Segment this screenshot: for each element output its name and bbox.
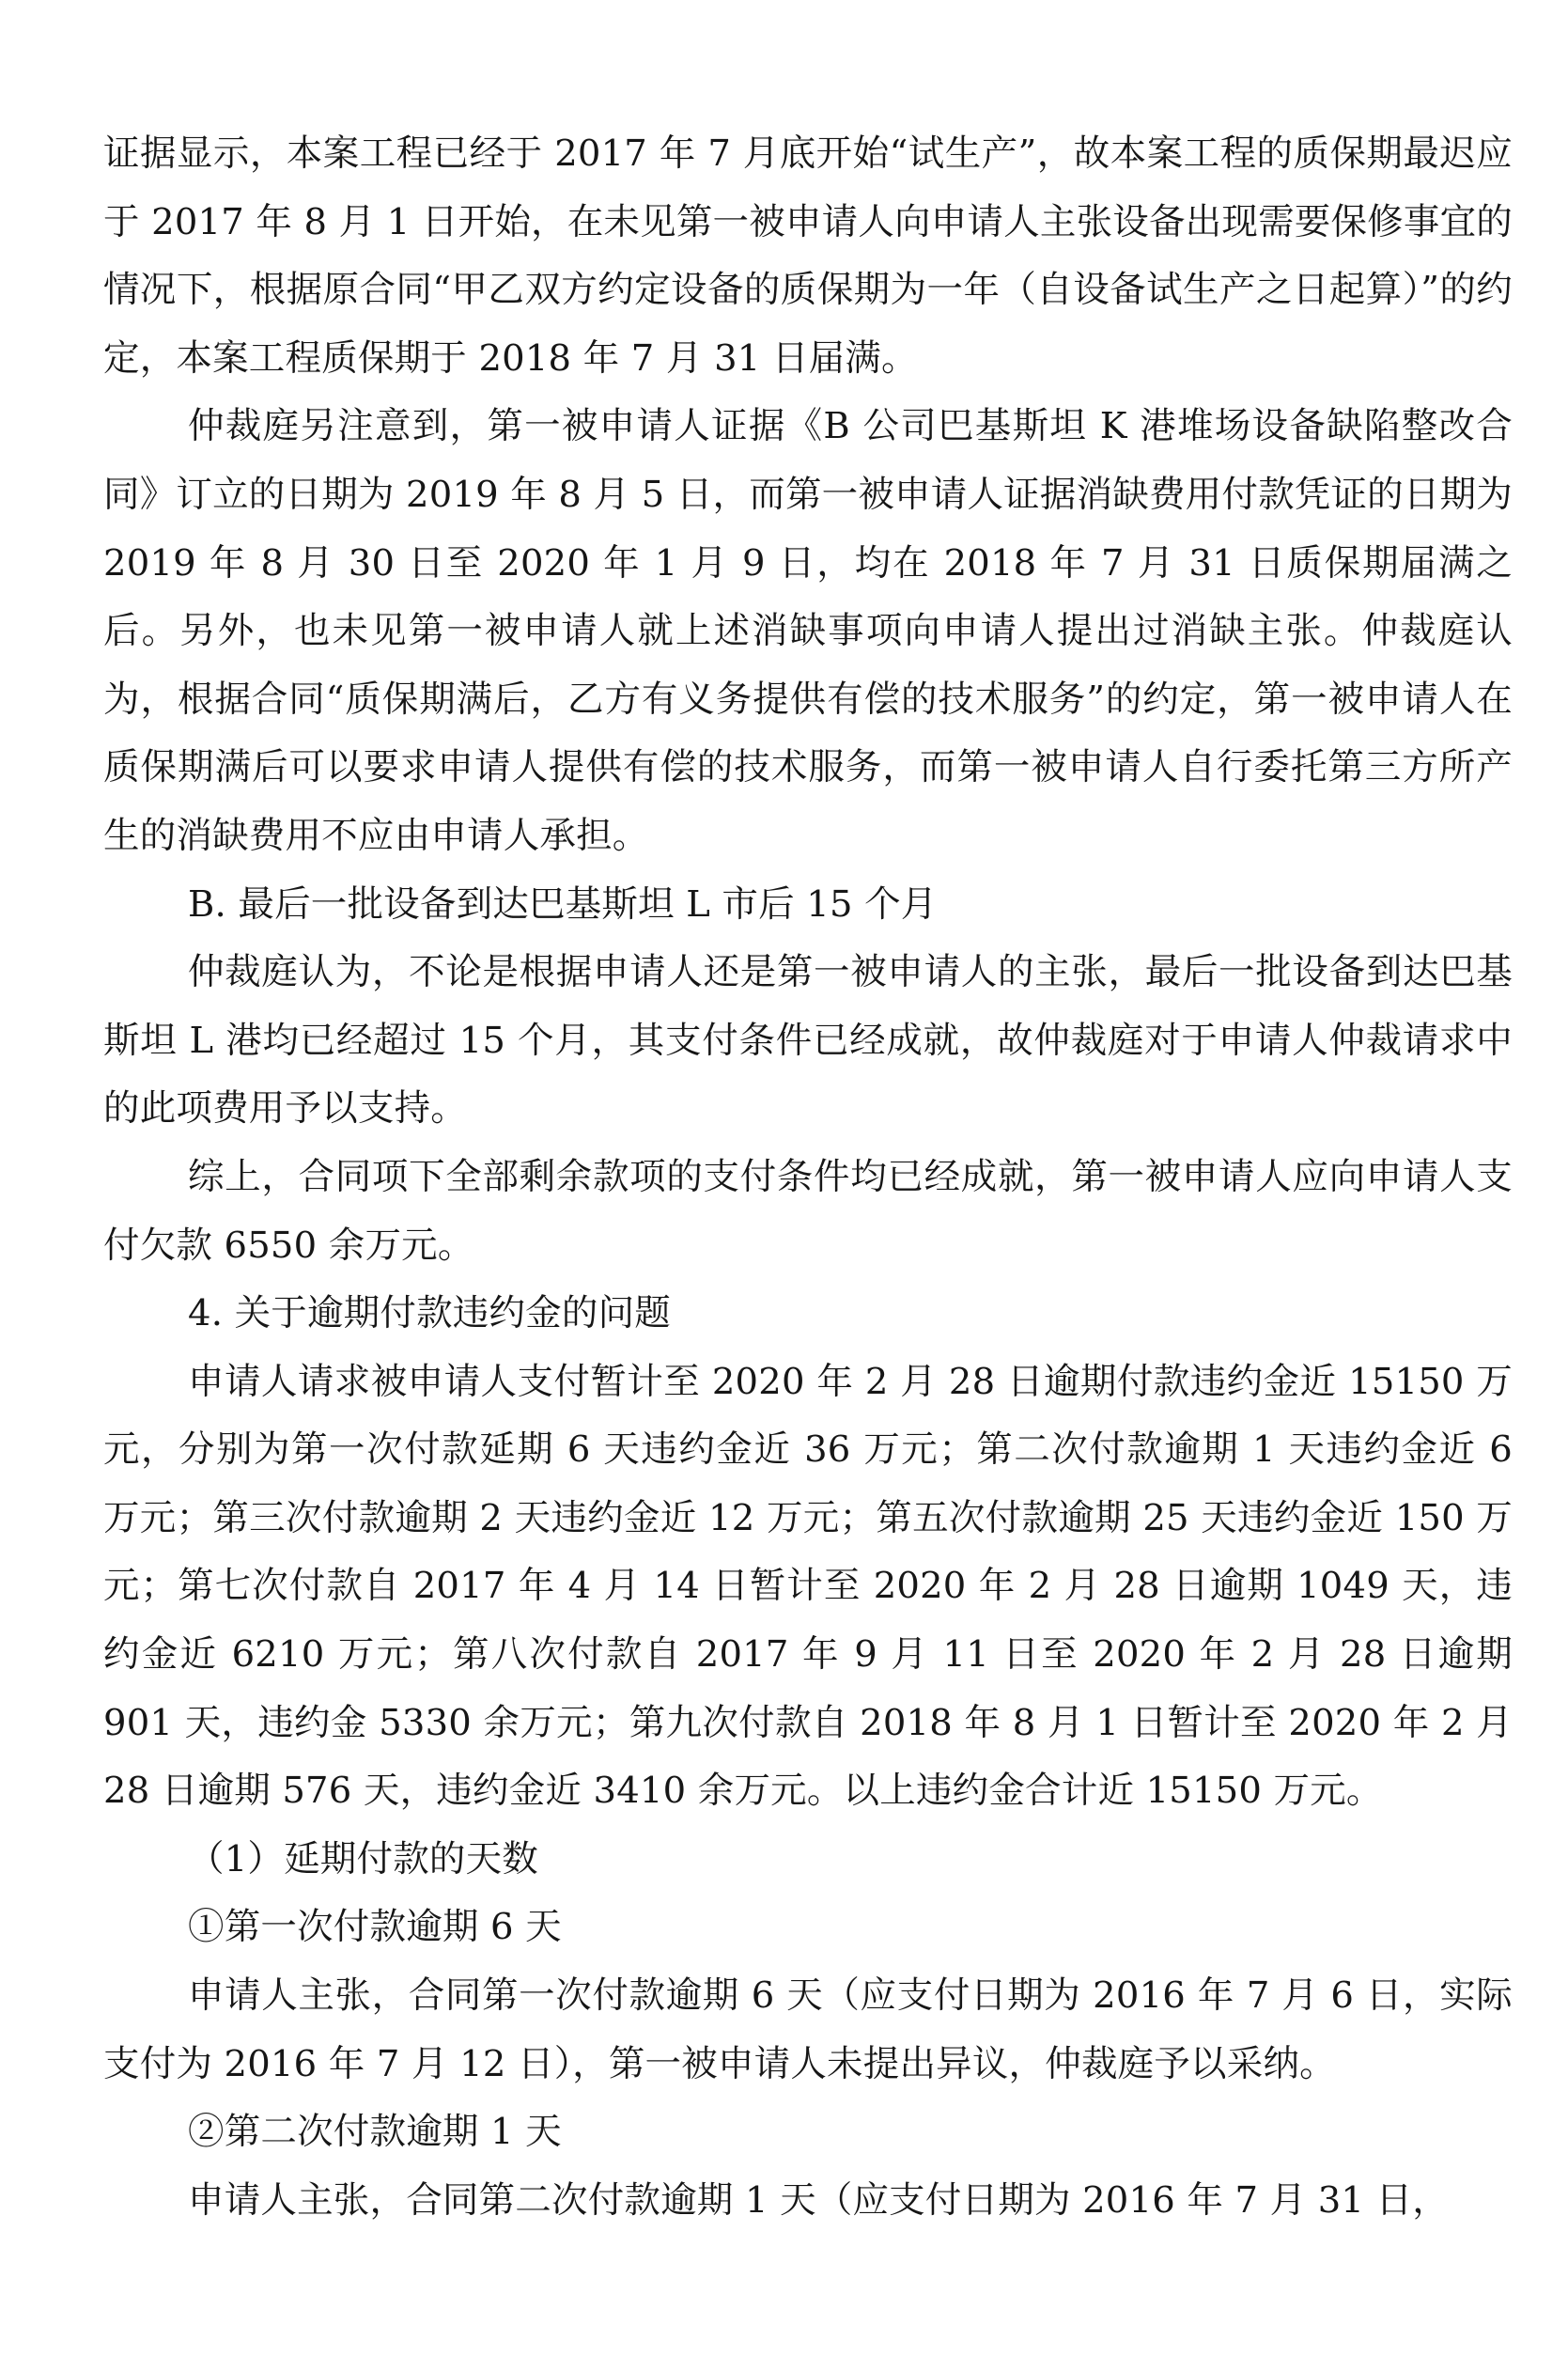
document-page (103, 120, 1513, 2235)
heading-4-late-payment-penalty: 4. 关于逾期付款违约金的问题 (188, 1292, 671, 1335)
paragraph-summary-arrears: 综上，合同项下全部剩余款项的支付条件均已经成就，第一被申请人应向申请人支付欠款 6550 余万元。 (103, 1155, 1513, 1267)
paragraph-evidence-trial-production: 证据显示，本案工程已经于 2017 年 7 月底开始“试生产”，故本案工程的质保期最迟应于 2017 年 8 月 1 日开始，在未见第一被申请人向申请人主张设备出现需要保修事宜的情况下，根据原合同“甲乙双方约定设备的质保期为一年（自设备试生产之日起算）”的约定，本案工程质保期于 2018 年 7 月 31 日届满。 (103, 133, 1513, 380)
paragraph-defect-rectification-contract: 仲裁庭另注意到，第一被申请人证据《B 公司巴基斯坦 K 港堆场设备缺陷整改合同》订立的日期为 2019 年 8 月 5 日，而第一被申请人证据消缺费用付款凭证的日期为 2019 年 8 月 30 日至 2020 年 1 月 9 日，均在 2018 年 7 月 31 日质保期届满之后。另外，也未见第一被申请人就上述消缺事项向申请人提出过消缺主张。仲裁庭认为，根据合同“质保期满后，乙方有义务提供有偿的技术服务”的约定，第一被申请人在质保期满后可以要求申请人提供有偿的技术服务，而第一被申请人自行委托第三方所产生的消缺费用不应由申请人承担。 (103, 405, 1513, 857)
paragraph-payment-condition-met: 仲裁庭认为，不论是根据申请人还是第一被申请人的主张，最后一批设备到达巴基斯坦 L 港均已经超过 15 个月，其支付条件已经成就，故仲裁庭对于申请人仲裁请求中的此项费用予以支持。 (103, 951, 1513, 1131)
subheading-b-last-batch: B. 最后一批设备到达巴基斯坦 L 市后 15 个月 (188, 882, 938, 926)
paragraph-penalty-claim: 申请人请求被申请人支付暂计至 2020 年 2 月 28 日逾期付款违约金近 15150 万元，分别为第一次付款延期 6 天违约金近 36 万元；第二次付款逾期 1 天违约金近 6 万元；第三次付款逾期 2 天违约金近 12 万元；第五次付款逾期 25 天违约金近 150 万元；第七次付款自 2017 年 4 月 14 日暂计至 2020 年 2 月 28 日逾期 1049 天，违约金近 6210 万元；第八次付款自 2017 年 9 月 11 日至 2020 年 2 月 28 日逾期 901 天，违约金 5330 余万元；第九次付款自 2018 年 8 月 1 日暂计至 2020 年 2 月 28 日逾期 576 天，违约金近 3410 余万元。以上违约金合计近 15150 万元。 (103, 1360, 1513, 1813)
subheading-second-payment-overdue: ②第二次付款逾期 1 天 (188, 2111, 562, 2154)
subheading-1-delay-days: （1）延期付款的天数 (188, 1837, 538, 1880)
paragraph-first-payment-claim: 申请人主张，合同第一次付款逾期 6 天（应支付日期为 2016 年 7 月 6 日，实际支付为 2016 年 7 月 12 日），第一被申请人未提出异议，仲裁庭予以采纳。 (103, 1974, 1513, 2085)
paragraph-second-payment-claim: 申请人主张，合同第二次付款逾期 1 天（应支付日期为 2016 年 7 月 31 日， (188, 2178, 1449, 2222)
subheading-first-payment-overdue: ①第一次付款逾期 6 天 (188, 1906, 562, 1949)
